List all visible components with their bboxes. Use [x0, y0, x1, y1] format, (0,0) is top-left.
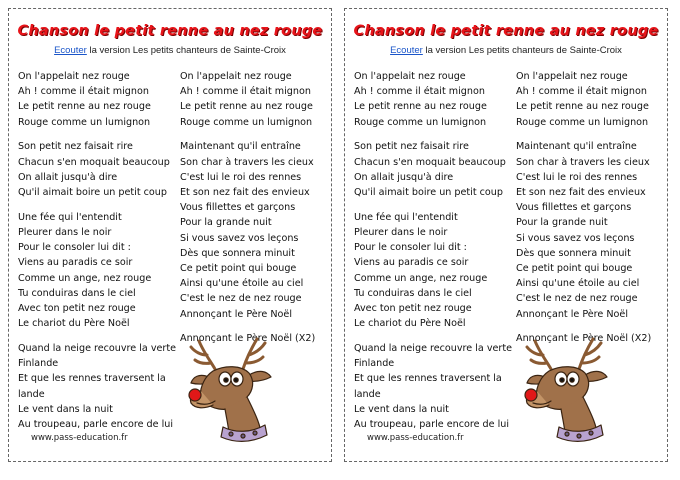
lyric-line: Comme un ange, nez rouge — [354, 272, 488, 284]
lyric-line: Rouge comme un lumignon — [516, 116, 649, 128]
listen-link[interactable]: Ecouter — [390, 45, 423, 56]
lyric-line: Pour la grande nuit — [516, 217, 608, 229]
song-card-left — [8, 8, 332, 462]
lyric-line: Viens au paradis ce soir — [18, 257, 133, 269]
lyric-line: Ah ! comme il était mignon — [354, 86, 485, 98]
lyric-line: Ainsi qu'une étoile au ciel — [180, 278, 304, 290]
lyric-line: Rouge comme un lumignon — [180, 116, 313, 128]
lyric-line: Ce petit point qui bouge — [180, 263, 297, 275]
lyric-line: Quand la neige recouvre la verte — [354, 343, 513, 355]
stanza — [18, 69, 183, 130]
stanza — [18, 139, 183, 200]
lyric-line: C'est le nez de nez rouge — [516, 293, 638, 305]
lyric-line: Annonçant le Père Noël — [180, 308, 292, 320]
lyric-line: Ce petit point qui bouge — [516, 263, 633, 275]
lyric-line: Ah ! comme il était mignon — [18, 86, 149, 98]
lyric-line: Pleurer dans le noir — [354, 227, 448, 239]
subtitle-text: la version Les petits chanteurs de Sainte-Croix — [86, 45, 286, 56]
lyric-line: Son char à travers les cieux — [516, 156, 650, 168]
footer-url: www.pass-education.fr — [31, 433, 128, 443]
lyrics-column-2 — [516, 69, 666, 356]
lyric-line: Le petit renne au nez rouge — [180, 101, 313, 113]
lyric-line: Pour le consoler lui dit : — [18, 242, 131, 254]
lyric-line: Pleurer dans le noir — [18, 227, 112, 239]
lyric-line: Une fée qui l'entendit — [18, 211, 122, 223]
lyric-line: Rouge comme un lumignon — [18, 116, 151, 128]
subtitle-text: la version Les petits chanteurs de Sainte-Croix — [422, 45, 622, 56]
lyric-line: Maintenant qu'il entraîne — [516, 141, 637, 153]
subtitle — [345, 45, 667, 56]
song-title: Chanson le petit renne au nez rouge — [17, 23, 323, 39]
lyric-line: Maintenant qu'il entraîne — [180, 141, 301, 153]
lyric-line: Le chariot du Père Noël — [354, 318, 466, 330]
lyric-line: Qu'il aimait boire un petit coup — [354, 187, 503, 199]
lyric-line: Finlande — [18, 358, 59, 370]
lyric-line: Le vent dans la nuit — [18, 403, 113, 415]
song-card-right — [344, 8, 668, 462]
lyric-line: Vous fillettes et garçons — [180, 202, 296, 214]
stanza — [354, 341, 519, 432]
lyric-line: Le chariot du Père Noël — [18, 318, 130, 330]
lyric-line: Son petit nez faisait rire — [354, 141, 469, 153]
lyric-line: Dès que sonnera minuit — [516, 247, 631, 259]
lyric-line: C'est lui le roi des rennes — [516, 171, 638, 183]
lyric-line: Annonçant le Père Noël (X2) — [180, 333, 316, 345]
lyric-line: Au troupeau, parle encore de lui — [18, 419, 173, 431]
lyric-line: Vous fillettes et garçons — [516, 202, 632, 214]
stanza — [516, 139, 666, 321]
stanza — [180, 69, 330, 130]
lyric-line: Avec ton petit nez rouge — [18, 303, 136, 315]
lyric-line: C'est le nez de nez rouge — [180, 293, 302, 305]
lyric-line: Tu conduiras dans le ciel — [18, 287, 136, 299]
lyric-line: Ah ! comme il était mignon — [516, 86, 647, 98]
lyric-line: Si vous savez vos leçons — [180, 232, 299, 244]
lyric-line: On allait jusqu'à dire — [18, 171, 118, 183]
song-title: Chanson le petit renne au nez rouge — [353, 23, 659, 39]
stanza — [354, 69, 519, 130]
lyric-line: Et que les rennes traversent la — [354, 373, 502, 385]
lyric-line: Chacun s'en moquait beaucoup — [18, 156, 170, 168]
stanza — [516, 69, 666, 130]
lyric-line: Ainsi qu'une étoile au ciel — [516, 278, 640, 290]
lyric-line: Pour le consoler lui dit : — [354, 242, 467, 254]
lyric-line: Si vous savez vos leçons — [516, 232, 635, 244]
lyric-line: lande — [354, 388, 381, 400]
lyrics-column-1 — [18, 69, 183, 442]
lyric-line: Ah ! comme il était mignon — [180, 86, 311, 98]
lyric-line: Une fée qui l'entendit — [354, 211, 458, 223]
lyric-line: Annonçant le Père Noël — [516, 308, 628, 320]
stanza — [18, 341, 183, 432]
lyric-line: C'est lui le roi des rennes — [180, 171, 302, 183]
lyric-line: Finlande — [354, 358, 395, 370]
lyric-line: On l'appelait nez rouge — [516, 71, 628, 82]
lyric-line: On allait jusqu'à dire — [354, 171, 454, 183]
listen-link[interactable]: Ecouter — [54, 45, 87, 56]
lyric-line: Viens au paradis ce soir — [354, 257, 469, 269]
lyric-line: Le petit renne au nez rouge — [18, 101, 151, 113]
lyric-line: Comme un ange, nez rouge — [18, 272, 152, 284]
lyric-line: Le petit renne au nez rouge — [354, 101, 487, 113]
lyric-line: Annonçant le Père Noël (X2) — [516, 333, 652, 345]
lyric-line: lande — [18, 388, 45, 400]
lyric-line: Et que les rennes traversent la — [18, 373, 166, 385]
lyrics-column-2 — [180, 69, 330, 356]
lyrics-column-1 — [354, 69, 519, 442]
lyric-line: Avec ton petit nez rouge — [354, 303, 472, 315]
lyric-line: Pour la grande nuit — [180, 217, 272, 229]
reindeer-icon — [521, 335, 633, 447]
lyric-line: Le petit renne au nez rouge — [516, 101, 649, 113]
lyric-line: Et son nez fait des envieux — [180, 187, 310, 199]
lyric-line: Tu conduiras dans le ciel — [354, 287, 472, 299]
stanza — [180, 139, 330, 321]
lyric-line: Au troupeau, parle encore de lui — [354, 419, 509, 431]
stanza — [354, 139, 519, 200]
lyric-line: On l'appelait nez rouge — [354, 71, 466, 82]
lyric-line: Rouge comme un lumignon — [354, 116, 487, 128]
stanza — [18, 210, 183, 332]
subtitle — [9, 45, 331, 56]
lyric-line: Quand la neige recouvre la verte — [18, 343, 177, 355]
lyric-line: Et son nez fait des envieux — [516, 187, 646, 199]
lyric-line: Son petit nez faisait rire — [18, 141, 133, 153]
lyric-line: On l'appelait nez rouge — [180, 71, 292, 82]
reindeer-icon — [185, 335, 297, 447]
footer-url: www.pass-education.fr — [367, 433, 464, 443]
lyric-line: On l'appelait nez rouge — [18, 71, 130, 82]
lyric-line: Qu'il aimait boire un petit coup — [18, 187, 167, 199]
stanza — [354, 210, 519, 332]
lyric-line: Dès que sonnera minuit — [180, 247, 295, 259]
lyric-line: Chacun s'en moquait beaucoup — [354, 156, 506, 168]
lyric-line: Le vent dans la nuit — [354, 403, 449, 415]
lyric-line: Son char à travers les cieux — [180, 156, 314, 168]
